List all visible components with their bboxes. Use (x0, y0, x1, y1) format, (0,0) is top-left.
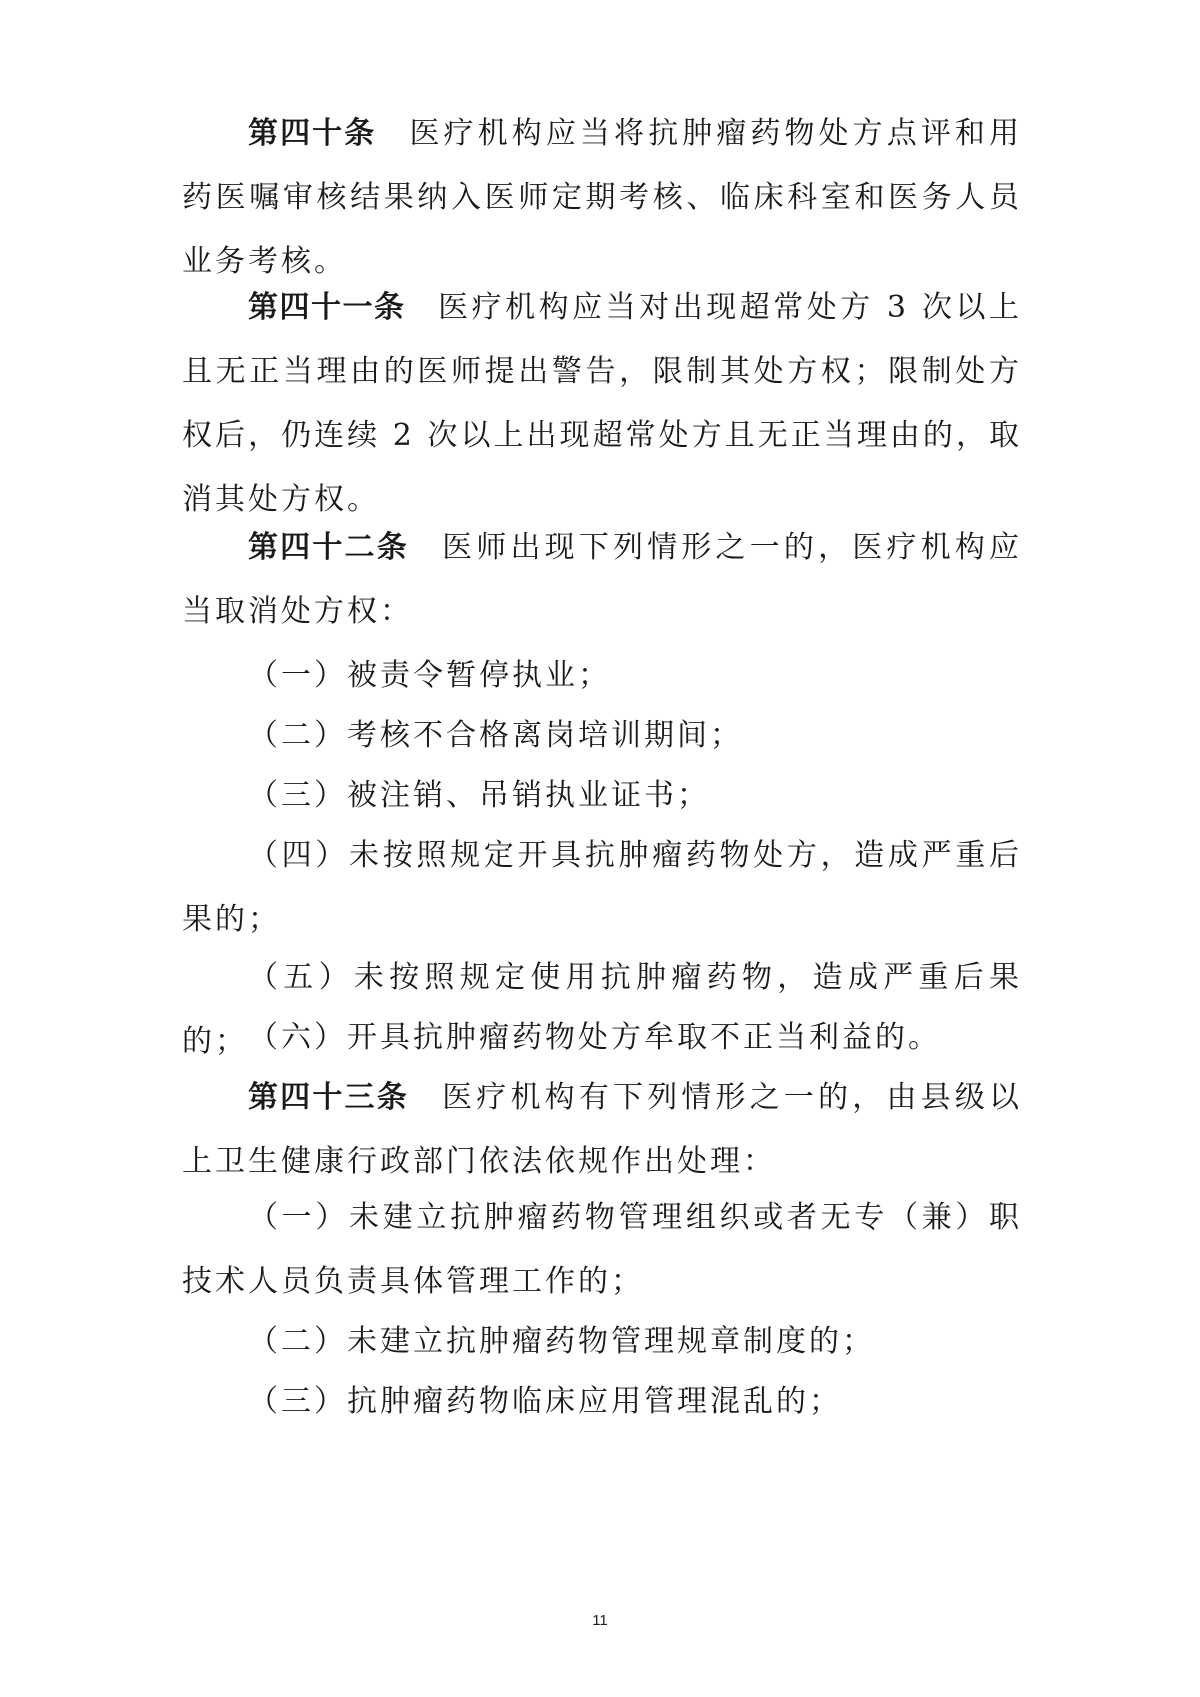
article-42 (182, 516, 1022, 644)
list-item: （一）被责令暂停执业； (248, 658, 611, 693)
article-43 (182, 1066, 1022, 1194)
article-41 (182, 276, 1022, 532)
list-item: （四）未按照规定开具抗肿瘤药物处方，造成严重后果的； (182, 838, 1022, 937)
list-item: （二）考核不合格离岗培训期间； (248, 718, 743, 753)
article-40 (182, 102, 1022, 294)
list-item: （一）未建立抗肿瘤药物管理组织或者无专（兼）职技术人员负责具体管理工作的； (182, 1200, 1022, 1299)
article-label: 第四十条 (248, 116, 377, 151)
list-item: （三）抗肿瘤药物临床应用管理混乱的； (248, 1384, 842, 1419)
article-label: 第四十三条 (248, 1080, 409, 1115)
list-item: （三）被注销、吊销执业证书； (248, 778, 710, 813)
article-label: 第四十一条 (248, 290, 406, 325)
article-text: 医疗机构应当对出现超常处方 3 次以上且无正当理由的医师提出警告，限制其处方权；限制处方权后，仍连续 2 次以上出现超常处方且无正当理由的，取消其处方权。 (182, 290, 1022, 517)
article-text: 医疗机构应当将抗肿瘤药物处方点评和用药医嘱审核结果纳入医师定期考核、临床科室和医务人员业务考核。 (182, 116, 1023, 279)
list-item: （六）开具抗肿瘤药物处方牟取不正当利益的。 (248, 1020, 941, 1055)
article-text: 医师出现下列情形之一的，医疗机构应当取消处方权： (182, 530, 1023, 629)
list-item: （五）未按照规定使用抗肿瘤药物，造成严重后果的； (182, 960, 1022, 1059)
page-number: 11 (592, 1612, 608, 1629)
article-label: 第四十二条 (248, 530, 409, 565)
article-text: 医疗机构有下列情形之一的，由县级以上卫生健康行政部门依法依规作出处理： (182, 1080, 1023, 1179)
list-item: （二）未建立抗肿瘤药物管理规章制度的； (248, 1324, 875, 1359)
